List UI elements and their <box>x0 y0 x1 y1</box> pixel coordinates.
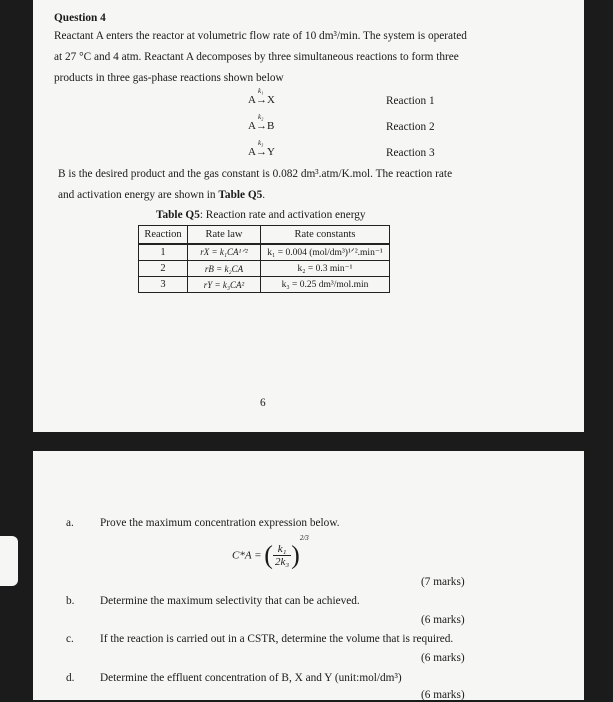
reaction-3-label: Reaction 3 <box>386 147 435 159</box>
part-d-text: Determine the effluent concentration of B, X and Y (unit:mol/dm³) <box>100 672 402 684</box>
desc-line-2: and activation energy are shown in Table Q5. <box>58 189 266 201</box>
side-tab <box>0 536 18 586</box>
reaction-1-label: Reaction 1 <box>386 95 435 107</box>
part-d-marks: (6 marks) <box>421 689 465 701</box>
cell-rate-law: rB = k₂CA <box>188 261 261 277</box>
cell-reaction: 1 <box>139 244 188 261</box>
intro-line-1: Reactant A enters the reactor at volumetric flow rate of 10 dm³/min. The system is operated <box>54 30 467 42</box>
cell-rate-constant: k₁ = 0.004 (mol/dm³)¹ᐟ².min⁻¹ <box>261 244 390 261</box>
table-caption: Table Q5: Reaction rate and activation energy <box>156 209 366 221</box>
header-rate-constants: Rate constants <box>261 226 390 245</box>
part-c-letter: c. <box>66 633 74 645</box>
part-b-letter: b. <box>66 595 75 607</box>
table-header-row <box>139 226 390 245</box>
max-concentration-equation: C*A = ( $\frac{\text{k₁}}{\text{2k₃}}$ )$^{2/3}$ <box>232 534 309 570</box>
rate-table <box>138 225 390 293</box>
reaction-3-equation: A→ k₃ Y <box>248 139 275 158</box>
question-title: Question 4 <box>54 12 106 24</box>
part-a-text: Prove the maximum concentration expression below. <box>100 517 340 529</box>
cell-rate-constant: k₃ = 0.25 dm³/mol.min <box>261 277 390 293</box>
reaction-2-equation: A→ k₂ B <box>248 113 275 132</box>
header-reaction: Reaction <box>139 226 188 245</box>
question-page-bottom <box>33 451 584 700</box>
equation-lhs: C*A = <box>232 549 262 562</box>
part-a-marks: (7 marks) <box>421 576 465 588</box>
table-row <box>139 261 390 277</box>
cell-reaction: 3 <box>139 277 188 293</box>
part-a-letter: a. <box>66 517 74 529</box>
part-c-text: If the reaction is carried out in a CSTR, determine the volume that is required. <box>100 633 454 645</box>
cell-rate-law: rY = k₃CA² <box>188 277 261 293</box>
intro-line-3: products in three gas-phase reactions shown below <box>54 72 284 84</box>
reaction-2-label: Reaction 2 <box>386 121 435 133</box>
header-rate-law: Rate law <box>188 226 261 245</box>
cell-reaction: 2 <box>139 261 188 277</box>
desc-line-1: B is the desired product and the gas constant is 0.082 dm³.atm/K.mol. The reaction rate <box>58 168 453 180</box>
equation-exponent: 2/3 <box>299 534 309 542</box>
table-row <box>139 244 390 261</box>
table-row <box>139 277 390 293</box>
cell-rate-constant: k₂ = 0.3 min⁻¹ <box>261 261 390 277</box>
equation-numerator: k₁ <box>273 543 291 556</box>
reaction-1-equation: A→ k₁ X <box>248 87 275 106</box>
part-d-letter: d. <box>66 672 75 684</box>
cell-rate-law: rX = k₁CA¹ᐟ² <box>188 244 261 261</box>
part-b-text: Determine the maximum selectivity that can be achieved. <box>100 595 360 607</box>
intro-line-2: at 27 °C and 4 atm. Reactant A decomposes by three simultaneous reactions to form three <box>54 51 459 63</box>
page-number: 6 <box>260 397 266 409</box>
equation-denominator: 2k₃ <box>274 555 290 568</box>
part-c-marks: (6 marks) <box>421 652 465 664</box>
part-b-marks: (6 marks) <box>421 614 465 626</box>
